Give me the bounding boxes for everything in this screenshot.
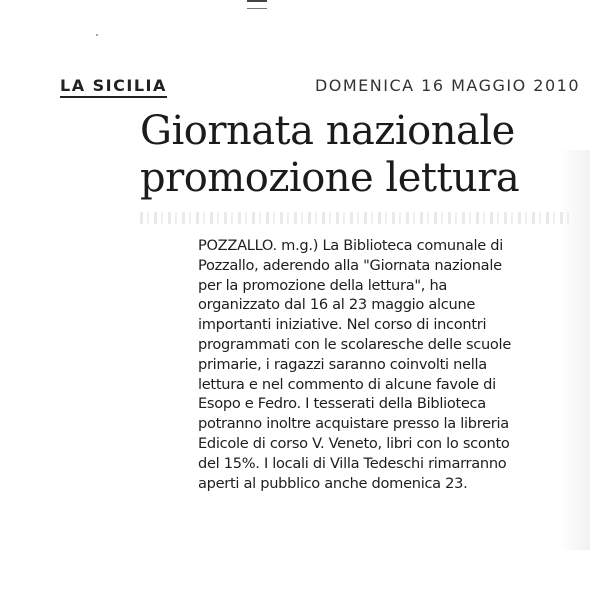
scan-mark <box>247 0 267 9</box>
scan-noise-strip <box>140 212 570 224</box>
headline-line-1: Giornata nazionale <box>140 108 515 154</box>
article-body <box>198 236 583 556</box>
article-line: programmati con le scolaresche delle scuole <box>198 335 511 353</box>
article-line: Esopo e Fedro. I tesserati della Biblioteca <box>198 395 486 413</box>
article-line: Edicole di corso V. Veneto, libri con lo sconto <box>198 434 510 452</box>
publication-date: DOMENICA 16 MAGGIO 2010 <box>314 76 580 95</box>
article-headline <box>140 108 580 202</box>
article-line: lettura e nel commento di alcune favole di <box>198 375 496 393</box>
headline-line-2: promozione lettura <box>140 155 520 201</box>
article-line: POZZALLO. m.g.) La Biblioteca comunale di <box>198 237 503 254</box>
article-line: del 15%. I locali di Villa Tedeschi rimarranno <box>198 454 507 472</box>
scan-speck <box>96 34 98 36</box>
newspaper-header <box>60 76 580 102</box>
article-line: primarie, i ragazzi saranno coinvolti nella <box>198 355 487 373</box>
scan-shadow <box>560 150 590 550</box>
newspaper-masthead: LA SICILIA <box>60 76 167 98</box>
article-line: organizzato dal 16 al 23 maggio alcune <box>198 296 476 314</box>
article-line: per la promozione della lettura", ha <box>198 276 448 294</box>
article-line: Pozzallo, aderendo alla "Giornata nazionale <box>198 256 502 274</box>
article-line: importanti iniziative. Nel corso di incontri <box>198 316 487 334</box>
article-line: aperti al pubblico anche domenica 23. <box>198 474 468 492</box>
article-line: potranno inoltre acquistare presso la libreria <box>198 415 509 433</box>
